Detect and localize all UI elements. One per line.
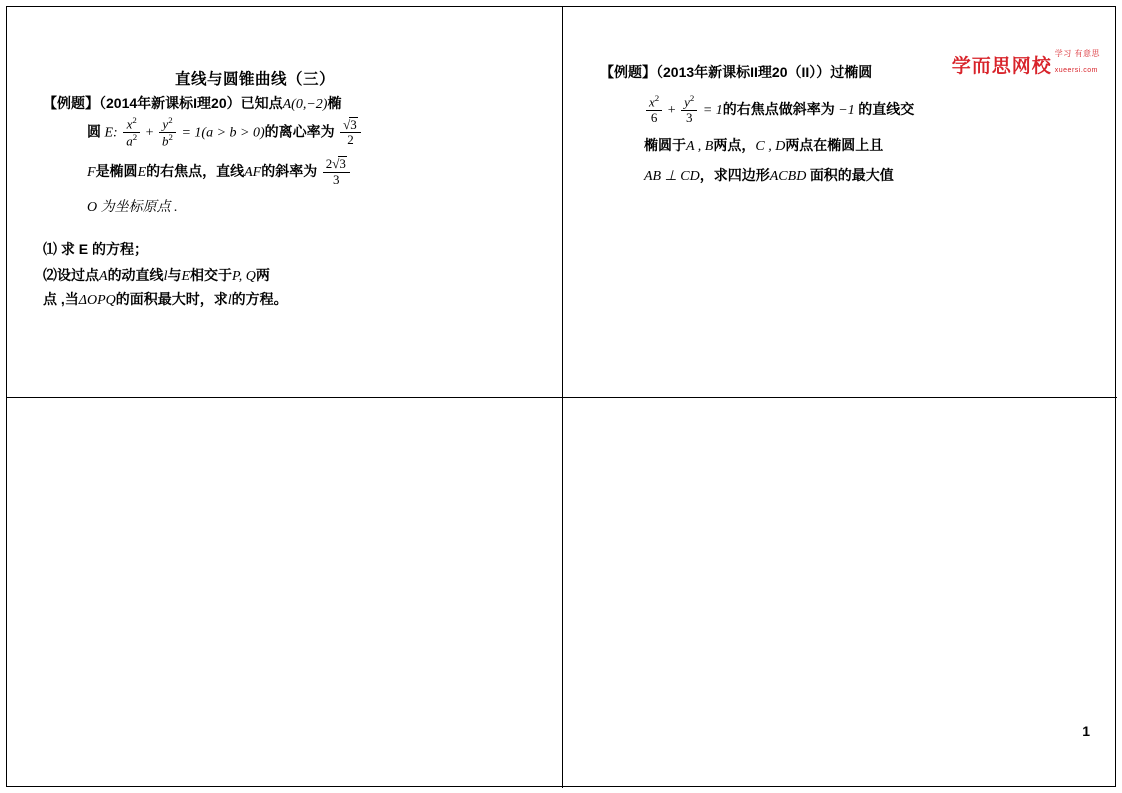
- left-line3-E: E: [137, 164, 147, 180]
- left-line2-label: E:: [104, 125, 118, 141]
- right-line3-AB: A , B: [686, 139, 714, 154]
- left-q3-OPQ: ΔOPQ: [78, 293, 116, 308]
- r-frac-num-x: x: [649, 94, 655, 110]
- r-frac-den-3: 3: [681, 110, 697, 126]
- right-line1-tail: 过椭圆: [830, 64, 873, 80]
- right-line3-CD: C , D: [755, 139, 786, 154]
- right-line4-b: ，求四边形: [699, 167, 770, 183]
- logo-main-text: 学而思网校: [951, 56, 1052, 77]
- slide-top-right: [562, 7, 1116, 397]
- logo-sub-en: xueersi.com: [1054, 67, 1098, 74]
- right-line4-d: 面积的最大值: [809, 167, 894, 183]
- left-problem-line-4: [87, 197, 178, 218]
- right-eq-tail-b: 的右焦点做斜率为: [722, 100, 835, 117]
- left-q2-a: ⑵设过点: [43, 267, 99, 283]
- fraction-sqrt3-2: $\frac{√3}{2}$: [340, 117, 361, 148]
- page-title: 直线与圆锥曲线（三）: [175, 71, 336, 88]
- left-q2-e: 与: [167, 267, 182, 283]
- left-q2-g: 相交于: [190, 267, 233, 283]
- left-line2-text: 的离心率为: [264, 123, 335, 140]
- left-q3-c: 的面积最大时，求: [115, 291, 228, 307]
- right-eq-slope: −1: [838, 102, 855, 118]
- fraction-y2-3: $\frac{y^2}{3}$: [681, 94, 697, 125]
- left-line3-f: 的斜率为: [261, 162, 318, 179]
- right-problem-line-1: [600, 62, 872, 84]
- example-source-left: （2014年新课标I理20）: [99, 95, 241, 111]
- left-problem-line-1: [43, 93, 341, 115]
- left-question-1: [43, 239, 148, 261]
- left-problem-line-3: [87, 157, 352, 188]
- example-source-right: （2013年新课标II理20（II））: [656, 64, 831, 80]
- left-q2-l: l: [163, 269, 168, 284]
- frac-den-a: a: [126, 133, 133, 149]
- right-line3-c: 两点，: [713, 137, 756, 153]
- left-q3-e: 的方程。: [231, 291, 288, 307]
- right-line4-perp: AB ⊥ CD: [644, 169, 700, 184]
- slide-top-left: [7, 7, 562, 397]
- left-line1-text: 已知点: [240, 95, 283, 111]
- r-frac-den-6: 6: [646, 110, 662, 126]
- left-line3-F: F: [87, 164, 96, 180]
- left-line1-tail: 椭: [327, 95, 342, 111]
- left-q2-c: 的动直线: [107, 267, 164, 283]
- logo-sub-cn: 学习 有意思: [1054, 49, 1100, 58]
- left-question-2-line-2: [43, 289, 288, 311]
- left-line2-prefix: 圆: [87, 123, 101, 140]
- r-frac-num-y: y: [684, 94, 690, 110]
- right-line4-ACBD: ACBD: [769, 169, 807, 184]
- left-line3-b: 是椭圆: [95, 162, 138, 179]
- left-line4-text: O 为坐标原点 .: [87, 200, 178, 215]
- right-problem-equation: $\frac{x^2}{6}$ + $\frac{y^2}{3}$ = 1的右焦点做斜率为 −1 的直线交: [644, 95, 914, 126]
- right-eq-tail-c: 的直线交: [858, 100, 915, 117]
- fraction-x2-a2: $\frac{x^2}{a^2}$: [123, 116, 140, 149]
- frac-den-b: b: [162, 133, 169, 149]
- den-2: 2: [340, 132, 361, 148]
- frac-num-x: x: [126, 116, 133, 132]
- left-problem-line-2: 圆 E: $\frac{x^2}{a^2}$ + $\frac{y^2}{b^2}$ = 1(a > b > 0)的离心率为 $\frac{√3}{2}$: [87, 117, 363, 150]
- right-line3-a: 椭圆于: [644, 137, 686, 153]
- slide-bottom-left: [7, 397, 562, 787]
- left-line3-AF: AF: [244, 164, 262, 180]
- fraction-y2-b2: $\frac{y^2}{b^2}$: [159, 116, 176, 149]
- right-line3-e: 两点在椭圆上且: [785, 137, 884, 153]
- left-q3-a: 点 ,当: [43, 291, 79, 307]
- left-question-2-line-1: [43, 265, 270, 287]
- left-line1-point: A(0,−2): [282, 97, 328, 112]
- frac-num-y: y: [162, 116, 169, 132]
- slide-bottom-right: [562, 397, 1116, 787]
- sqrt-3: 3: [350, 116, 357, 132]
- left-q2-i: 两: [255, 267, 270, 283]
- left-q2-A: A: [99, 269, 108, 284]
- left-q2-E: E: [181, 269, 191, 284]
- example-tag-left: 【例题】: [43, 95, 99, 111]
- right-problem-line-3: [644, 135, 883, 157]
- left-q3-l: l: [227, 293, 232, 308]
- left-q1-text: ⑴ 求 E 的方程；: [43, 241, 149, 257]
- left-q2-PQ: P, Q: [232, 269, 256, 284]
- fraction-2sqrt3-3: $\frac{2√3}{3}$: [323, 156, 350, 187]
- right-eq-tail-a: = 1: [702, 102, 723, 118]
- den-3: 3: [323, 172, 350, 188]
- left-line2-cond: = 1(a > b > 0): [181, 125, 265, 141]
- right-problem-line-4: [644, 165, 894, 187]
- left-line3-d: 的右焦点，直线: [146, 162, 245, 179]
- page-number: 1: [1082, 723, 1090, 739]
- fraction-x2-6: $\frac{x^2}{6}$: [646, 94, 662, 125]
- example-tag-right: 【例题】: [600, 64, 656, 80]
